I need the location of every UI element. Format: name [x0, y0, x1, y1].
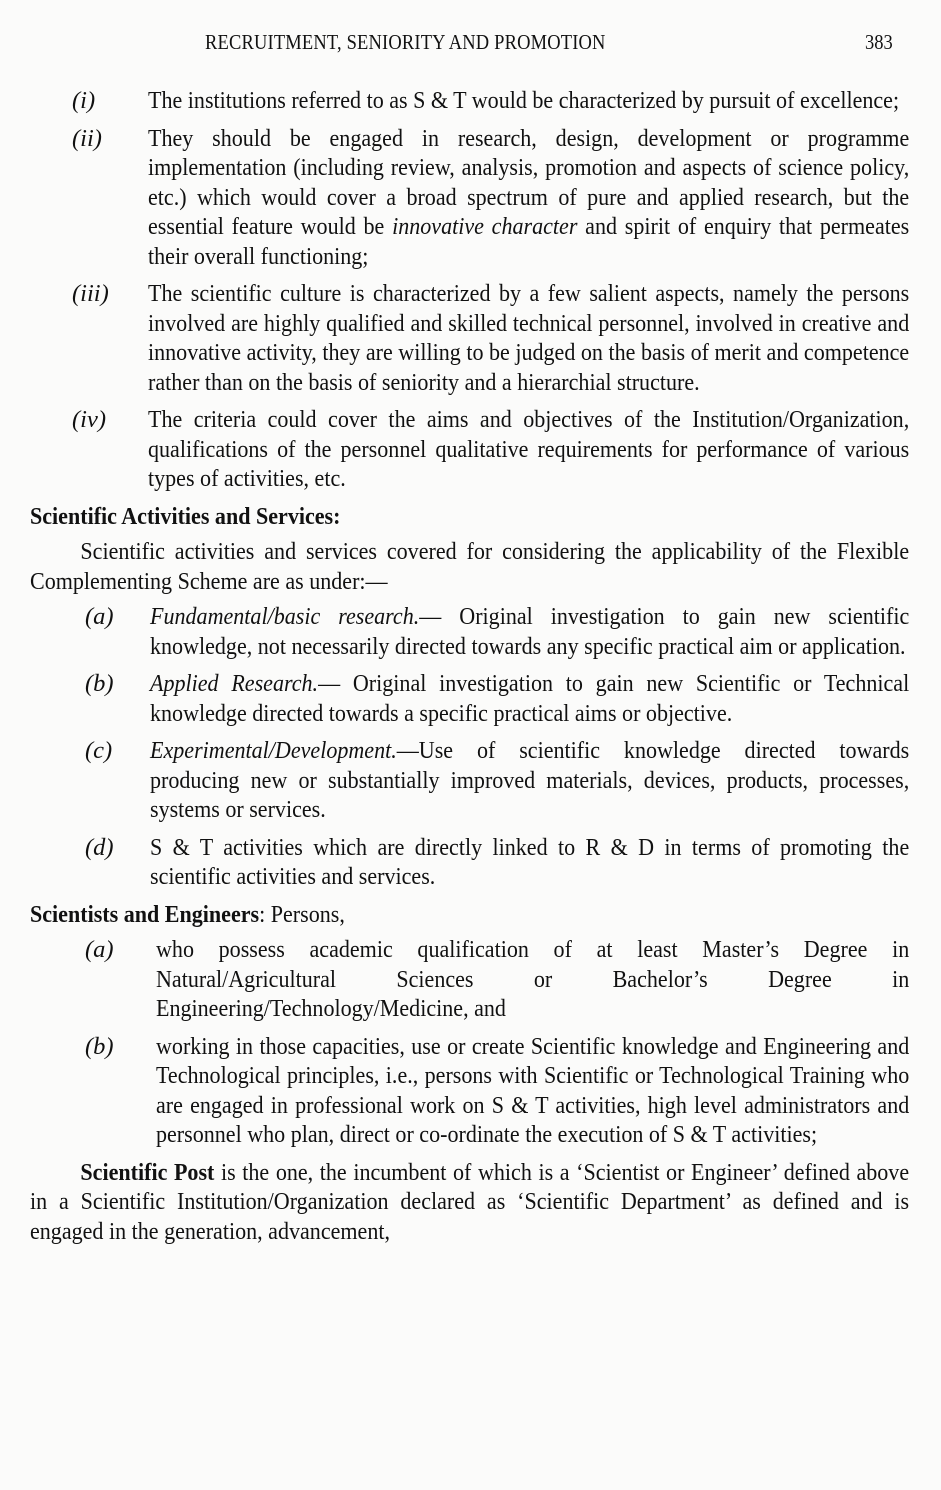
criteria-item-iii — [30, 279, 910, 397]
item-text: who possess academic qualification of at least Master’s Degree in Natural/Agricultural Sciences or Bachelor’s Degree in Engineering/Technology/Medicine, and — [156, 936, 910, 1022]
item-label: (b) — [85, 1032, 114, 1060]
criteria-item-i — [30, 86, 910, 116]
body-text — [30, 86, 910, 1252]
page-number: 383 — [865, 30, 893, 54]
item-text: The scientific culture is characterized by a few salient aspects, namely the persons involved are highly qualified and skilled technical personnel, involved in creative and innovative activity, they are willing to be judged on the basis of merit and competence rather than on the basis of seniority and a hierarchial structure. — [148, 280, 910, 396]
item-label: (c) — [85, 737, 113, 764]
item-text: Fundamental/basic research.— Original investigation to gain new scientific knowledge, not necessarily directed towards any specific practical aim or application. — [150, 603, 910, 660]
scientist-item-a — [30, 935, 910, 1024]
item-text: Applied Research.— Original investigation to gain new Scientific or Technical knowledge directed towards a specific practical aims or objective. — [150, 670, 910, 727]
item-text: Experimental/Development.—Use of scientific knowledge directed towards producing new or substantially improved materials, devices, products, processes, systems or services. — [150, 737, 910, 823]
item-text: S & T activities which are directly linked to R & D in terms of promoting the scientific activities and services. — [150, 833, 910, 890]
item-text: working in those capacities, use or create Scientific knowledge and Engineering and Technological principles, i.e., persons with Scientific or Technological Training who are engaged in professional work on S & T activities, high level administrators and personnel who plan, direct or co-ordinate the execution of S & T activities; — [156, 1032, 910, 1148]
scientific-post-paragraph: Scientific Post is the one, the incumbent of which is a ‘Scientist or Engineer’ defined above in a Scientific Institution/Organization declared as ‘Scientific Department’ as defined and is engaged in the generation, advancement, — [30, 1158, 910, 1245]
item-label: (a) — [85, 603, 114, 630]
item-label: (d) — [85, 833, 114, 861]
criteria-item-iv — [30, 405, 910, 494]
item-label: (iii) — [72, 280, 109, 307]
running-title: RECRUITMENT, SENIORITY AND PROMOTION — [205, 30, 606, 54]
activity-item-c — [30, 736, 910, 825]
item-label: (ii) — [72, 124, 102, 152]
activities-intro: Scientific activities and services covered for considering the applicability of the Flexible Complementing Scheme are as under:— — [30, 538, 910, 595]
section-heading-activities: Scientific Activities and Services: — [30, 502, 341, 530]
item-label: (a) — [85, 936, 114, 963]
page-header — [0, 30, 941, 58]
item-label: (b) — [85, 670, 114, 697]
item-text: The institutions referred to as S & T would be characterized by pursuit of excellence; — [148, 87, 900, 114]
activity-item-b — [30, 669, 910, 728]
item-label: (iv) — [72, 406, 106, 433]
section-heading-scientists: Scientists and Engineers: Persons, — [30, 900, 345, 928]
item-label: (i) — [72, 87, 96, 114]
item-text: The criteria could cover the aims and objectives of the Institution/Organization, qualifications of the personnel qualitative requirements for performance of various types of activities, etc. — [148, 406, 910, 492]
scientist-item-b — [30, 1032, 910, 1150]
activity-item-a — [30, 602, 910, 661]
activity-item-d — [30, 833, 910, 892]
item-text: They should be engaged in research, design, development or programme implementation (including review, analysis, promotion and aspects of science policy, etc.) which would cover a broad spectrum of pure and applied research, but the essential feature would be innovative character and spirit of enquiry that permeates their overall functioning; — [148, 124, 910, 270]
defined-term: Scientific Post — [80, 1158, 215, 1186]
criteria-item-ii — [30, 124, 910, 272]
emphasis-text: innovative character — [392, 213, 578, 240]
